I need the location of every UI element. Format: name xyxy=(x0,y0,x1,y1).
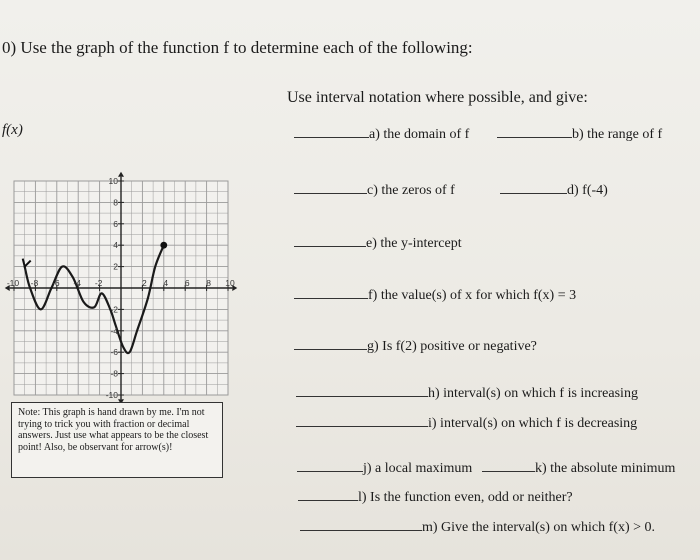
x-tick-label: 6 xyxy=(184,278,190,288)
answer-blank-b[interactable] xyxy=(497,136,572,138)
answer-blank-g[interactable] xyxy=(294,348,367,350)
question-b: b) the range of f xyxy=(497,127,662,143)
y-tick-label: -4 xyxy=(110,325,118,336)
x-tick-label: -6 xyxy=(52,278,60,288)
answer-blank-e[interactable] xyxy=(294,245,366,247)
question-d: d) f(-4) xyxy=(500,183,608,199)
y-tick-label: 6 xyxy=(113,218,118,229)
x-tick-label: 10 xyxy=(225,278,235,288)
x-tick-label: 2 xyxy=(142,278,147,288)
answer-blank-j[interactable] xyxy=(297,470,363,472)
question-i: i) interval(s) on which f is decreasing xyxy=(296,416,637,432)
question-j: j) a local maximum xyxy=(297,461,472,477)
y-tick-label: -6 xyxy=(110,347,118,358)
y-axis-arrow xyxy=(118,172,124,177)
answer-blank-i[interactable] xyxy=(296,425,428,427)
question-m: m) Give the interval(s) on which f(x) > 0. xyxy=(300,520,655,536)
question-e: e) the y-intercept xyxy=(294,236,462,252)
question-f: f) the value(s) of x for which f(x) = 3 xyxy=(294,288,576,304)
y-tick-label: 8 xyxy=(113,197,118,208)
problem-title: 0) Use the graph of the function f to determine each of the following: xyxy=(2,38,473,57)
graph-label: f(x) xyxy=(2,122,23,138)
y-tick-label: -10 xyxy=(105,390,118,400)
right-endpoint-dot xyxy=(160,242,167,249)
answer-blank-a[interactable] xyxy=(294,136,369,138)
y-tick-label: 2 xyxy=(113,261,118,272)
question-l: l) Is the function even, odd or neither? xyxy=(298,490,573,506)
note-box: Note: This graph is hand drawn by me. I'm not trying to trick you with fraction or decimal answers. Just use what appears to be the closest point! Also, be observant for arrow(s)! xyxy=(11,402,223,478)
x-tick-label: 4 xyxy=(163,278,169,288)
y-tick-label: -2 xyxy=(110,304,118,315)
answer-blank-l[interactable] xyxy=(298,499,358,501)
instructions: Use interval notation where possible, and give: xyxy=(287,89,588,106)
y-tick-label: 10 xyxy=(108,176,118,186)
question-h: h) interval(s) on which f is increasing xyxy=(296,386,638,402)
question-k: k) the absolute minimum xyxy=(482,461,675,477)
x-tick-label: 8 xyxy=(206,278,211,288)
answer-blank-m[interactable] xyxy=(300,529,422,531)
x-tick-label: -8 xyxy=(30,278,39,288)
question-c: c) the zeros of f xyxy=(294,183,455,199)
question-a: a) the domain of f xyxy=(294,127,469,143)
answer-blank-d[interactable] xyxy=(500,192,567,194)
answer-blank-k[interactable] xyxy=(482,470,535,472)
question-g: g) Is f(2) positive or negative? xyxy=(294,339,537,355)
answer-blank-f[interactable] xyxy=(294,297,368,299)
y-tick-label: 4 xyxy=(113,240,118,251)
answer-blank-h[interactable] xyxy=(296,395,428,397)
x-tick-label: -10 xyxy=(6,278,20,288)
x-tick-label: -4 xyxy=(73,278,81,288)
x-tick-label: -2 xyxy=(94,278,103,288)
answer-blank-c[interactable] xyxy=(294,192,367,194)
y-tick-label: -8 xyxy=(110,368,118,379)
